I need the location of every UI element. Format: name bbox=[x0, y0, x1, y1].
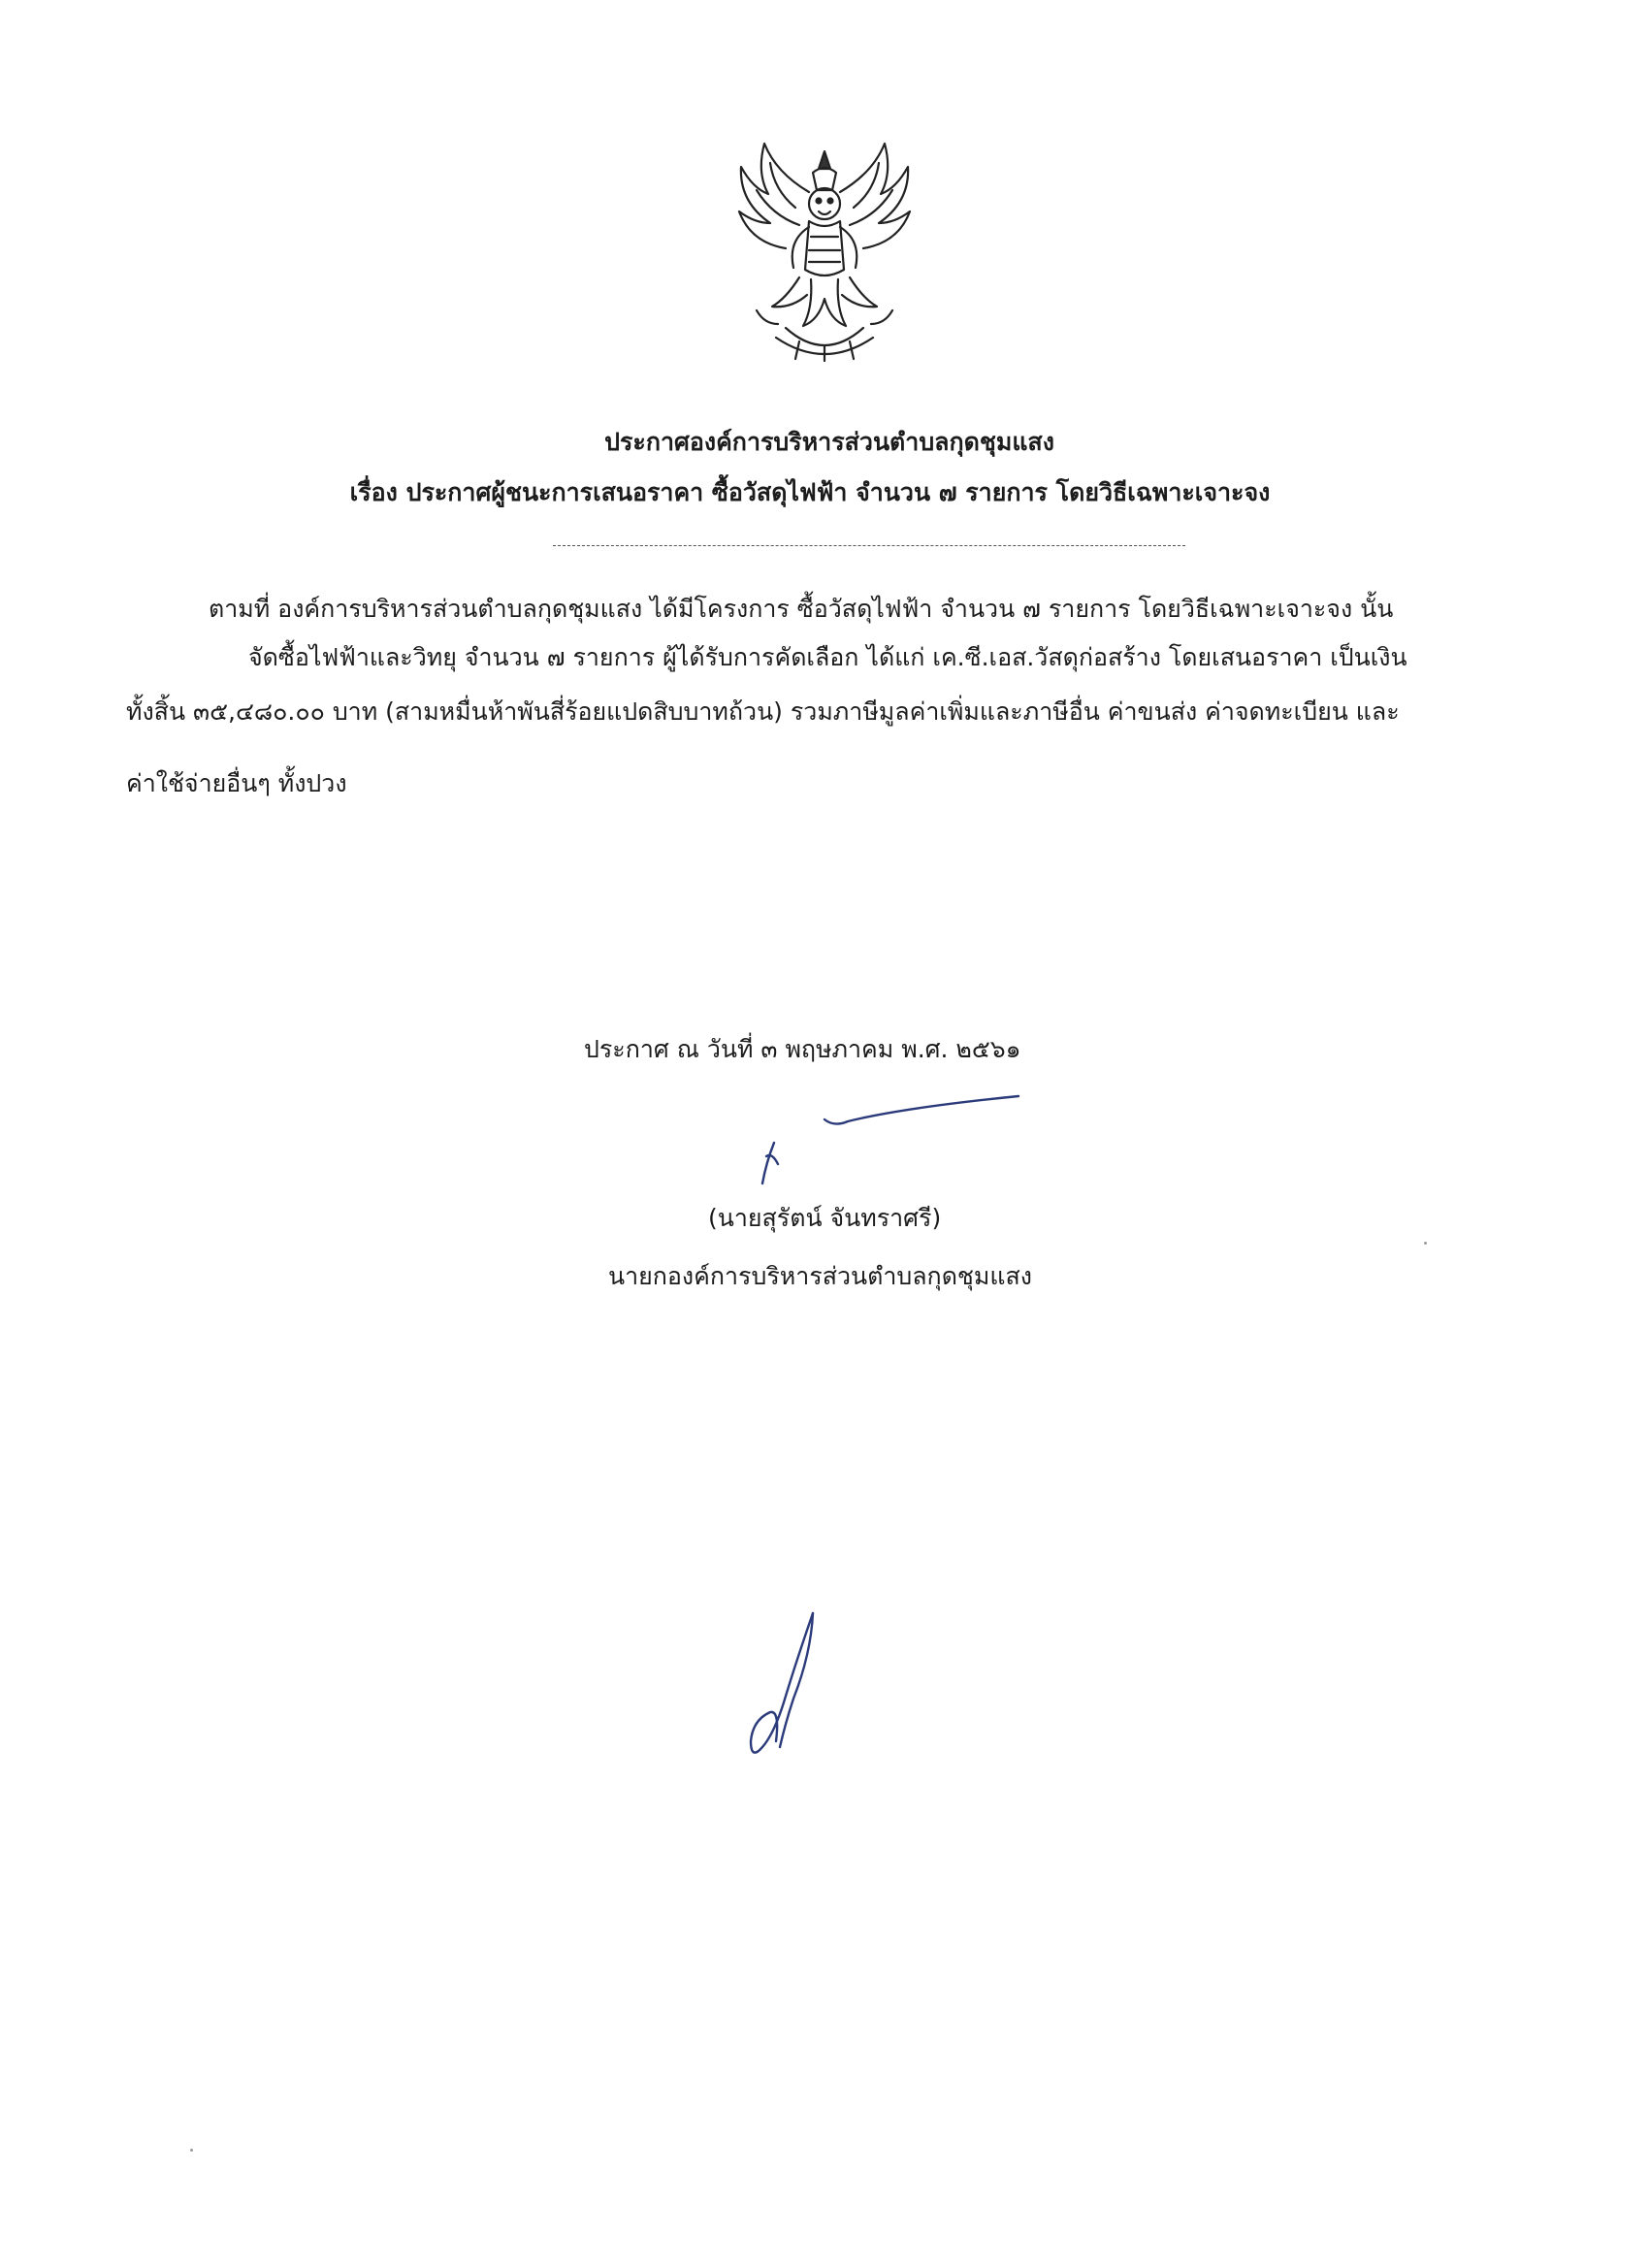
scan-speck bbox=[190, 2149, 193, 2152]
body-line-3: ทั้งสิ้น ๓๕,๔๘๐.๐๐ บาท (สามหมื่นห้าพันสี่ร้อยแปดสิบบาทถ้วน) รวมภาษีมูลค่าเพิ่มและภาษีอื่น ค่าขนส่ง ค่าจดทะเบียน และ bbox=[126, 697, 1400, 726]
body-line-2: จัดซื้อไฟฟ้าและวิทยุ จำนวน ๗ รายการ ผู้ได้รับการคัดเลือก ได้แก่ เค.ซี.เอส.วัสดุก่อสร้าง โดยเสนอราคา เป็นเงิน bbox=[248, 643, 1407, 671]
announcement-subject: เรื่อง ประกาศผู้ชนะการเสนอราคา ซื้อวัสดุไฟฟ้า จำนวน ๗ รายการ โดยวิธีเฉพาะเจาะจง bbox=[349, 478, 1271, 506]
header-divider bbox=[553, 545, 1185, 546]
announcement-date: ประกาศ ณ วันที่ ๓ พฤษภาคม พ.ศ. ๒๕๖๑ bbox=[584, 1035, 1021, 1063]
garuda-emblem-icon bbox=[718, 134, 931, 363]
signer-position: นายกองค์การบริหารส่วนตำบลกุดชุมแสง bbox=[608, 1262, 1032, 1290]
scan-speck bbox=[1424, 1242, 1427, 1245]
handwritten-signature bbox=[737, 1085, 1028, 1211]
announcement-header bbox=[0, 417, 1649, 518]
body-line-4: ค่าใช้จ่ายอื่นๆ ทั้งปวง bbox=[126, 769, 347, 797]
announcement-title: ประกาศองค์การบริหารส่วนตำบลกุดชุมแสง bbox=[604, 428, 1054, 456]
body-line-1: ตามที่ องค์การบริหารส่วนตำบลกุดชุมแสง ได้มีโครงการ ซื้อวัสดุไฟฟ้า จำนวน ๗ รายการ โดยวิธีเฉพาะเจาะจง นั้น bbox=[209, 595, 1394, 623]
handwritten-initials bbox=[737, 1605, 824, 1761]
signer-name: (นายสุรัตน์ จันทราศรี) bbox=[708, 1204, 942, 1232]
